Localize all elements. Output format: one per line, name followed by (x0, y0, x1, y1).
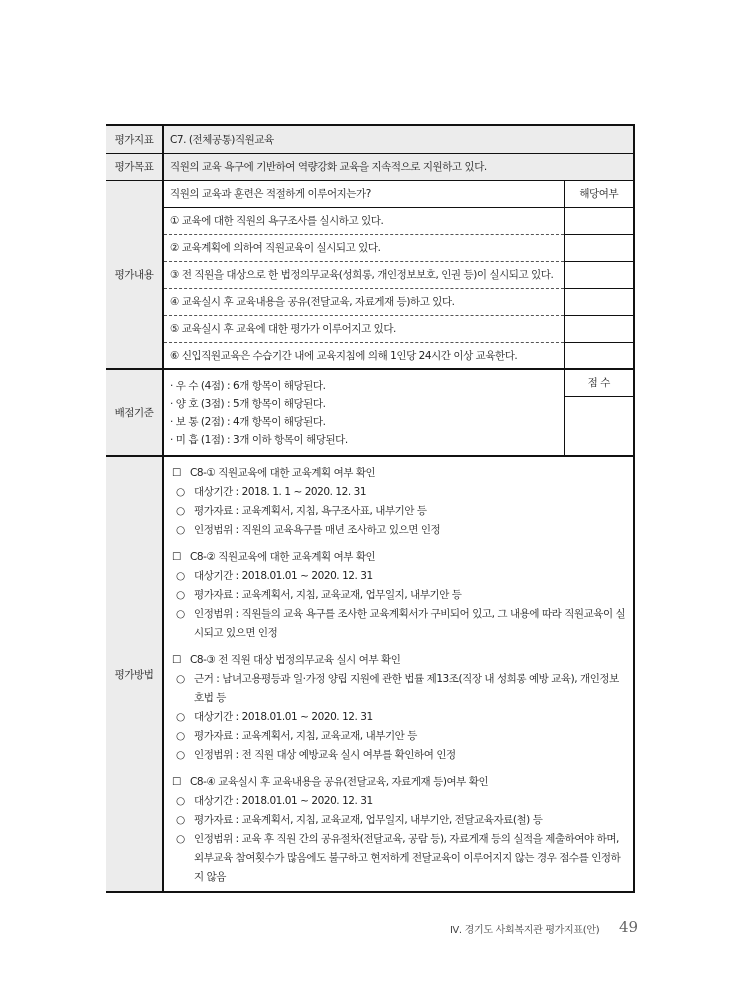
section-item: 인정범위 : 전 직원 대상 예방교육 실시 여부를 확인하여 인정 (194, 749, 456, 761)
content-item: ① 교육에 대한 직원의 욕구조사를 실시하고 있다. (163, 207, 564, 234)
page-number: 49 (619, 918, 639, 936)
circle-bullet-icon: ○ (176, 749, 185, 761)
method-section (172, 773, 627, 887)
evaluation-table (106, 124, 635, 893)
content-item: ② 교육계획에 의하여 직원교육이 실시되고 있다. (163, 234, 564, 261)
section-item: 대상기간 : 2018.01.01 ~ 2020. 12. 31 (194, 711, 373, 723)
section-item: 인정범위 : 직원들의 교육 욕구를 조사한 교육계획서가 구비되어 있고, 그 내용에 따라 직원교육이 실시되고 있으면 인정 (194, 608, 626, 639)
criteria-list (163, 369, 564, 456)
content-item: ③ 전 직원을 대상으로 한 법정의무교육(성희롱, 개인정보보호, 인권 등)이 실시되고 있다. (163, 261, 564, 288)
content-label: 평가내용 (106, 180, 163, 369)
section-item: 대상기간 : 2018.01.01 ~ 2020. 12. 31 (194, 795, 373, 807)
goal-label: 평가목표 (106, 153, 163, 180)
method-section (172, 548, 627, 643)
criteria-item: · 양 호 (3점) : 5개 항목이 해당된다. (170, 397, 326, 410)
content-item: ⑥ 신입직원교육은 수습기간 내에 교육지침에 의해 1인당 24시간 이상 교육한다. (163, 342, 564, 369)
section-item: 인정범위 : 교육 후 직원 간의 공유절차(전달교육, 공람 등), 자료게재 등의 실적을 제출하여야 하며, 외부교육 참여횟수가 많음에도 불구하고 현저하게 전달교육이 이루어지지 않는 경우 점수를 인정하지 않음 (194, 833, 621, 883)
circle-bullet-icon: ○ (176, 711, 185, 723)
score-header: 점 수 (564, 369, 634, 396)
section-item: 대상기간 : 2018. 1. 1 ~ 2020. 12. 31 (194, 486, 367, 498)
criteria-item: · 우 수 (4점) : 6개 항목이 해당된다. (170, 379, 326, 392)
checkbox-icon: ☐ (172, 654, 181, 666)
footer-text: Ⅳ. 경기도 사회복지관 평가지표(안) (450, 925, 600, 936)
method-content (163, 456, 634, 892)
section-item: 대상기간 : 2018.01.01 ~ 2020. 12. 31 (194, 570, 373, 582)
circle-bullet-icon: ○ (176, 570, 185, 582)
checkbox-icon: ☐ (172, 551, 181, 563)
section-item: 평가자료 : 교육계획서, 지침, 욕구조사표, 내부기안 등 (194, 505, 427, 517)
circle-bullet-icon: ○ (176, 833, 185, 845)
content-item: ④ 교육실시 후 교육내용을 공유(전달교육, 자료게재 등)하고 있다. (163, 288, 564, 315)
goal-value: 직원의 교육 욕구에 기반하여 역량강화 교육을 지속적으로 지원하고 있다. (163, 153, 634, 180)
applicable-cell (564, 234, 634, 261)
criteria-label: 배점기준 (106, 369, 163, 456)
section-item: 평가자료 : 교육계획서, 지침, 교육교재, 업무일지, 내부기안 등 (194, 589, 462, 601)
circle-bullet-icon: ○ (176, 524, 185, 536)
method-section (172, 651, 627, 765)
section-title: C8-③ 전 직원 대상 법정의무교육 실시 여부 확인 (190, 654, 401, 666)
circle-bullet-icon: ○ (176, 486, 185, 498)
checkbox-icon: ☐ (172, 776, 181, 788)
section-item: 평가자료 : 교육계획서, 지침, 교육교재, 업무일지, 내부기안, 전달교육자료(철) 등 (194, 814, 543, 826)
indicator-label: 평가지표 (106, 125, 163, 153)
score-cell (564, 396, 634, 456)
circle-bullet-icon: ○ (176, 608, 185, 620)
applicable-cell (564, 342, 634, 369)
content-question: 직원의 교육과 훈련은 적절하게 이루어지는가? (163, 180, 564, 207)
section-title: C8-④ 교육실시 후 교육내용을 공유(전달교육, 자료게재 등)여부 확인 (190, 776, 489, 788)
method-section (172, 464, 627, 540)
section-item: 인정범위 : 직원의 교육욕구를 매년 조사하고 있으면 인정 (194, 524, 441, 536)
content-item: ⑤ 교육실시 후 교육에 대한 평가가 이루어지고 있다. (163, 315, 564, 342)
section-title: C8-① 직원교육에 대한 교육계획 여부 확인 (190, 467, 376, 479)
circle-bullet-icon: ○ (176, 795, 185, 807)
applicable-cell (564, 261, 634, 288)
circle-bullet-icon: ○ (176, 505, 185, 517)
applicable-cell (564, 315, 634, 342)
method-label: 평가방법 (106, 456, 163, 892)
criteria-item: · 미 흡 (1점) : 3개 이하 항목이 해당된다. (170, 433, 348, 446)
circle-bullet-icon: ○ (176, 814, 185, 826)
applicable-header: 해당여부 (564, 180, 634, 207)
criteria-item: · 보 통 (2점) : 4개 항목이 해당된다. (170, 415, 326, 428)
circle-bullet-icon: ○ (176, 589, 185, 601)
section-item: 근거 : 남녀고용평등과 일·가정 양립 지원에 관한 법률 제13조(직장 내 성희롱 예방 교육), 개인정보호법 등 (194, 673, 619, 704)
applicable-cell (564, 207, 634, 234)
circle-bullet-icon: ○ (176, 730, 185, 742)
indicator-value: C7. (전체공통)직원교육 (163, 125, 634, 153)
checkbox-icon: ☐ (172, 467, 181, 479)
circle-bullet-icon: ○ (176, 673, 185, 685)
applicable-cell (564, 288, 634, 315)
section-item: 평가자료 : 교육계획서, 지침, 교육교재, 내부기안 등 (194, 730, 417, 742)
section-title: C8-② 직원교육에 대한 교육계획 여부 확인 (190, 551, 376, 563)
